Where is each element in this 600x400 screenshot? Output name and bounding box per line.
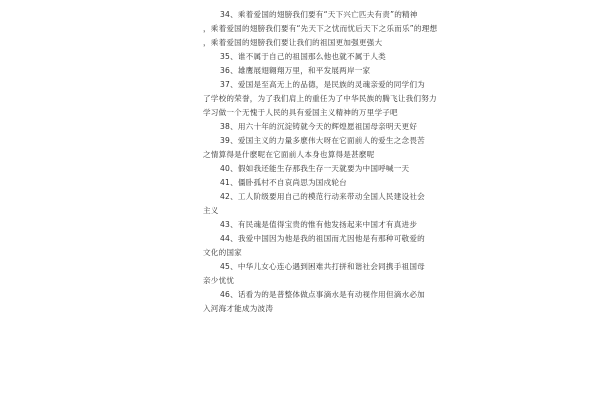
quote-line-continuation: 学习做一个无愧于人民的具有爱国主义精神的万里学子吧 [203,108,398,117]
quote-line-start: 37、爱国是至高无上的品德，是民族的灵魂亲爱的同学们为 [220,80,425,89]
quote-line-start: 41、僵卧孤村不自哀尚思为国戍轮台 [220,178,347,187]
quote-line-continuation: 主义 [203,206,219,215]
quote-line-start: 42、工人阶级要用自己的模范行动来带动全国人民建设社会 [220,192,425,201]
quote-line-continuation: 文化的国家 [203,248,242,257]
quote-line-start: 34、乘着爱国的翅膀我们要有“天下兴亡匹夫有责”的精神 [220,10,418,19]
quote-line-start: 36、雄鹰展翅翱翔万里，和平发展两岸一家 [220,66,371,75]
quote-line-start: 39、爱国主义的力量多麽伟大呀在它面前人的爱生之念畏苦 [220,136,425,145]
quote-line-start: 46、话看为的是普整体做点事滴水是有动视作用但滴水必加 [220,290,425,299]
quote-line-start: 45、中华儿女心连心遇到困难共打拼和谐社会同携手祖国母 [220,262,425,271]
quote-line-continuation: ，乘着爱国的翅膀我们要有“先天下之忧而忧后天下之乐而乐”的理想 [203,24,438,33]
quote-line-continuation: 入河海才能成为波涛 [203,304,274,313]
quote-line-start: 44、我爱中国因为他是我的祖国而尤因他是有那种可敬爱的 [220,234,425,243]
quote-line-start: 38、用六十年的沉淀铸就今天的辉煌愿祖国母亲明天更好 [220,122,418,131]
quote-line-continuation: 亲少忧忧 [203,276,235,285]
quote-line-continuation: 了学校的荣誉，为了我们肩上的重任为了中华民族的腾飞让我们努力 [203,94,437,103]
quote-line-continuation: 之情算得是什麽呢在它面前人本身也算得是甚麽呢 [203,150,375,159]
quote-list [203,8,453,316]
quote-line-continuation: ，乘着爱国的翅膀我们要让我们的祖国更加强更强大 [203,38,383,47]
quote-line-start: 35、谁不属于自己的祖国那么他也就不属于人类 [220,52,386,61]
quote-line-start: 43、有民魂是值得宝贵的惟有他发扬起来中国才有真进步 [220,220,418,229]
quote-line-start: 40、假如我还能生存那我生存一天就要为中国呼喊一天 [220,164,410,173]
